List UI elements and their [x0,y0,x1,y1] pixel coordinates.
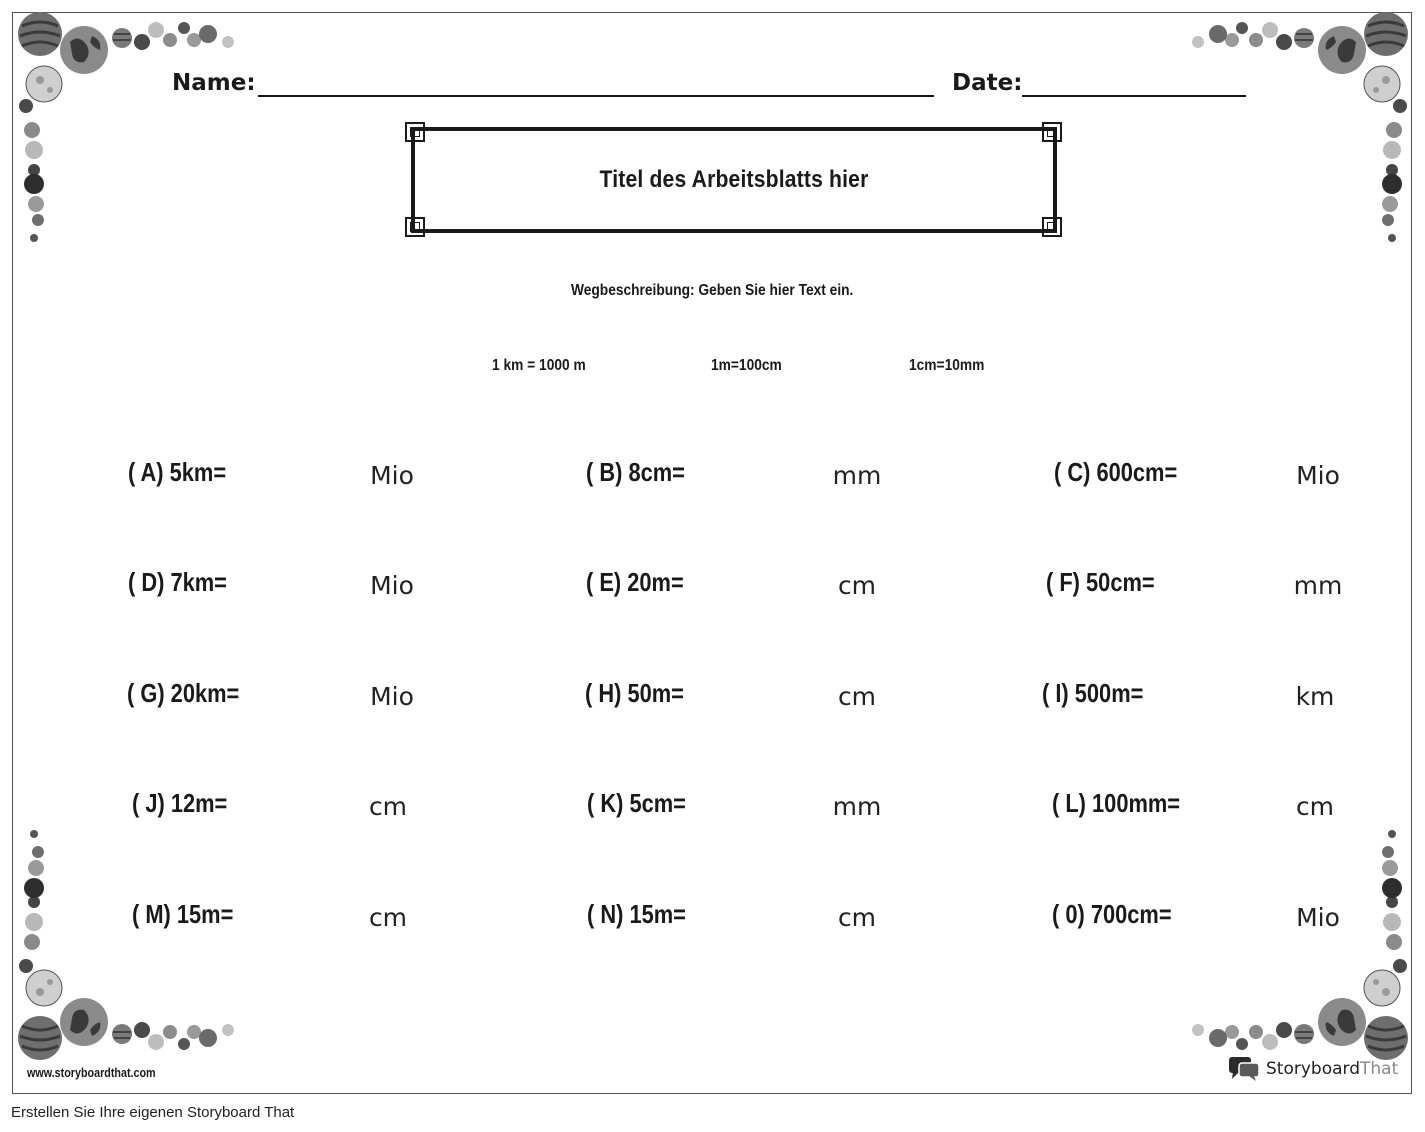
planets-decoration-top-right [1172,14,1412,254]
answer-unit: cm [368,903,408,932]
name-label: Name: [172,70,256,96]
answer-unit: cm [1295,792,1335,821]
website-url: www.storyboardthat.com [27,1066,156,1080]
title-box-handle-top-left [405,122,425,142]
question-label: ( L) 100mm= [1052,788,1181,818]
planets-decoration-bottom-right [1172,818,1412,1058]
answer-unit: mm [832,792,882,821]
title-box-handle-bottom-right [1042,217,1062,237]
answer-unit: Mio [1296,461,1340,490]
conversion-m-cm: 1m=100cm [711,357,782,374]
question-label: ( H) 50m= [585,678,684,708]
question-label: ( D) 7km= [128,567,227,597]
conversion-km-m: 1 km = 1000 m [492,357,586,374]
question-label: ( A) 5km= [128,457,227,487]
name-blank-line[interactable] [258,95,934,97]
question-label: ( K) 5cm= [587,788,686,818]
speech-bubble-icon [1228,1056,1260,1082]
answer-unit: cm [837,571,877,600]
answer-unit: Mio [370,461,414,490]
storyboardthat-logo [1228,1055,1398,1083]
page-title: Titel des Arbeitsblatts hier [599,166,869,193]
question-label: ( F) 50cm= [1046,567,1155,597]
title-box-handle-top-right [1042,122,1062,142]
answer-unit: cm [837,903,877,932]
question-label: ( G) 20km= [127,678,240,708]
answer-unit: Mio [1296,903,1340,932]
date-blank-line[interactable] [1022,95,1246,97]
footer-create-link[interactable]: Erstellen Sie Ihre eigenen Storyboard That [11,1104,295,1121]
conversion-cm-mm: 1cm=10mm [909,357,985,374]
answer-unit: km [1295,682,1335,711]
answer-unit: Mio [370,682,414,711]
question-label: ( M) 15m= [132,899,234,929]
brand-name: StoryboardThat [1266,1059,1399,1079]
answer-unit: mm [832,461,882,490]
planets-decoration-bottom-left [14,818,254,1058]
planets-decoration-top-left [14,14,254,254]
question-label: ( I) 500m= [1042,678,1144,708]
question-label: ( E) 20m= [586,567,684,597]
question-label: ( B) 8cm= [586,457,685,487]
answer-unit: mm [1293,571,1343,600]
question-label: ( J) 12m= [132,788,228,818]
title-box-handle-bottom-left [405,217,425,237]
question-label: ( C) 600cm= [1054,457,1178,487]
answer-unit: Mio [370,571,414,600]
date-label: Date: [952,70,1023,96]
directions-text: Wegbeschreibung: Geben Sie hier Text ein. [571,282,854,299]
question-label: ( N) 15m= [587,899,686,929]
question-label: ( 0) 700cm= [1052,899,1172,929]
title-box[interactable] [411,127,1057,233]
answer-unit: cm [368,792,408,821]
answer-unit: cm [837,682,877,711]
